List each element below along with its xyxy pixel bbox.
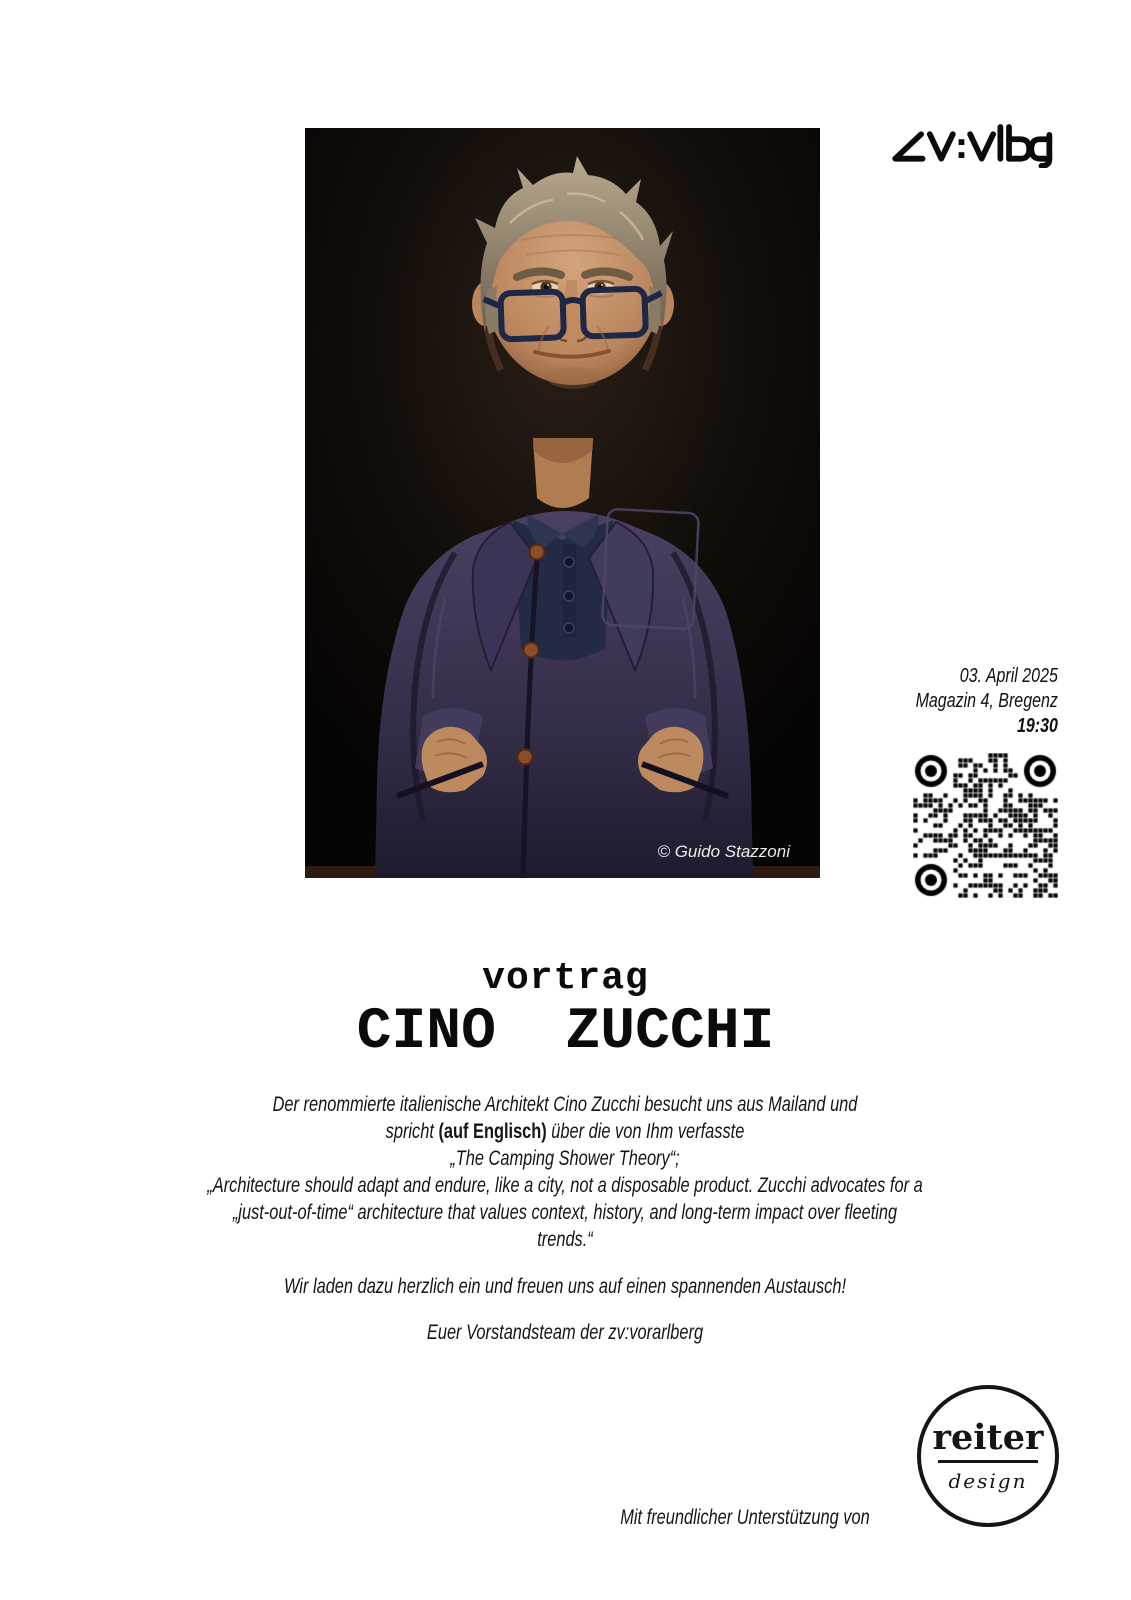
event-date: 03. April 2025 — [959, 665, 1058, 687]
intro-paragraph — [206, 1091, 924, 1253]
photo-credit: © Guido Stazzoni — [657, 842, 790, 861]
reiter-design-logo — [917, 1385, 1059, 1527]
support-text: Mit freundlicher Unterstützung von — [620, 1506, 870, 1529]
theory-quote: „Architecture should adapt and endure, like a city, not a disposable product. Zucchi advocates for a „just-out-of-time“ architecture that values context, history, and long-term impact over fleeting trends.“ — [207, 1174, 923, 1251]
event-details — [916, 664, 1058, 739]
theory-title: „The Camping Shower Theory“; — [450, 1147, 680, 1170]
intro-line2-pre: spricht — [385, 1120, 439, 1143]
sponsor-name: reiter — [932, 1416, 1044, 1458]
qr-code — [913, 753, 1058, 898]
intro-line2-post: über die von Ihm verfasste — [546, 1120, 745, 1143]
intro-line1: Der renommierte italienische Architekt Cino Zucchi besucht uns aus Mailand und — [272, 1093, 858, 1116]
invitation-text: Wir laden dazu herzlich ein und freuen uns auf einen spannenden Austausch! — [283, 1275, 847, 1298]
zv-vlbg-logo — [888, 122, 1058, 168]
event-venue: Magazin 4, Bregenz — [915, 690, 1058, 712]
sponsor-tagline: design — [948, 1468, 1028, 1493]
event-time: 19:30 — [1017, 715, 1058, 737]
event-kicker: vortrag — [482, 957, 649, 1000]
page-title: CINO ZUCCHI — [356, 1000, 775, 1065]
sponsor-divider — [938, 1460, 1038, 1463]
intro-line2-bold: (auf Englisch) — [438, 1120, 547, 1143]
signature-text: Euer Vorstandsteam der zv:vorarlberg — [426, 1321, 704, 1344]
portrait-photo — [305, 128, 820, 878]
